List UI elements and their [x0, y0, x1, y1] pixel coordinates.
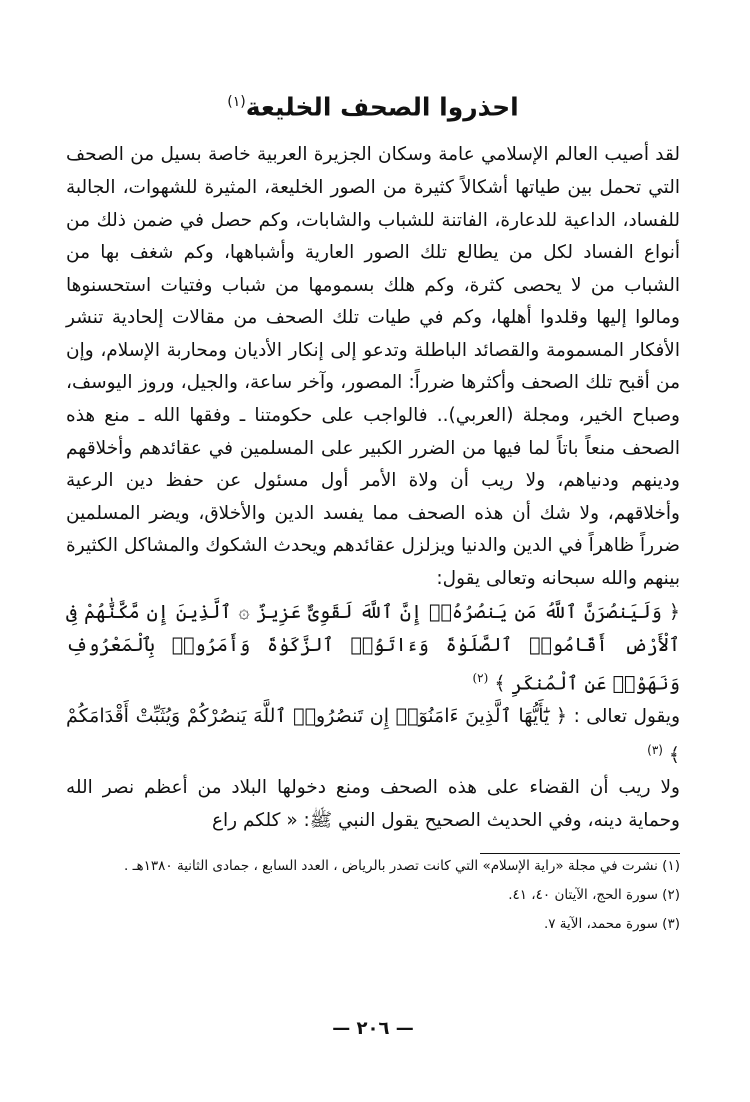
document-page	[66, 70, 680, 1070]
title-text: احذروا الصحف الخليعة	[245, 92, 519, 122]
page-title	[66, 82, 680, 127]
verse-2-line	[66, 700, 680, 772]
footnotes	[66, 855, 680, 942]
footnote-1: (١) نشرت في مجلة «راية الإسلام» التي كانت تصدر بالرياض ، العدد السابع ، جمادى الثانية ١٣٨٠هـ .	[124, 858, 680, 874]
footnote-divider	[480, 853, 680, 854]
verse-1-footnote-marker: (٢)	[472, 670, 489, 685]
title-footnote-marker: (١)	[227, 94, 246, 110]
verse-2-footnote-marker: (٣)	[647, 742, 663, 757]
verse-1-text: ﴿ وَلَيَنصُرَنَّ ٱللَّهُ مَن يَنصُرُهُۥٓ إِنَّ ٱللَّهَ لَقَوِىٌّ عَزِيزٌ ۞ ٱلَّذِينَ إِن مَّكَّنَّٰهُمْ فِى ٱلْأَرْضِ أَقَامُوا۟ ٱلصَّلَوٰةَ وَءَاتَوُا۟ ٱلزَّكَوٰةَ وَأَمَرُوا۟ بِٱلْمَعْرُوفِ وَنَهَوْا۟ عَنِ ٱلْمُنكَرِ ﴾	[66, 600, 680, 694]
closing-paragraph: ولا ريب أن القضاء على هذه الصحف ومنع دخولها البلاد من أعظم نصر الله وحماية دينه، وفي الحديث الصحيح يقول النبي ﷺ: « كلكم راع	[66, 777, 680, 831]
main-paragraph: لقد أصيب العالم الإسلامي عامة وسكان الجزيرة العربية خاصة بسيل من الصحف التي تحمل بين طياتها أشكالاً كثيرة من الصور الخليعة، المثيرة للشهوات، الجالبة للفساد، الداعية للدعارة، الفاتنة للشباب والشابات، وكم حصل في ضمن ذلك من أنواع الفساد لكل من يطالع تلك الصور العارية وأشباهها، وكم شغف بها من الشباب من لا يحصى كثرة، وكم هلك بسمومها من شباب وفتيات استحسنوها ومالوا إليها وقلدوا أهلها، وكم في طيات تلك الصحف من مقالات إلحادية تنشر الأفكار المسمومة والقصائد الباطلة وتدعو إلى إنكار الأديان ومحاربة الإسلام، وإن من أقبح تلك الصحف وأكثرها ضرراً: المصور، وآخر ساعة، والجيل، وروز اليوسف، وصباح الخير، ومجلة (العربي).. فالواجب على حكومتنا ـ وفقها الله ـ منع هذه الصحف منعاً باتاً لما فيها من الضرر الكبير على المسلمين في عقائدهم وأخلاقهم ودينهم ودنياهم، ولا ريب أن ولاة الأمر أول مسئول عن حفظ دين الرعية وأخلاقهم، ولا شك أن هذه الصحف مما يفسد الدين والأخلاق، ويضر المسلمين ضرراً ظاهراً في الدين والدنيا ويزلزل عقائدهم ويحدث الشكوك والمشاكل الكثيرة بينهم والله سبحانه وتعالى يقول:	[66, 144, 680, 590]
verse-2-intro: ويقول تعالى :	[573, 705, 681, 727]
footnote-2: (٢) سورة الحج، الآيتان ٤٠، ٤١.	[508, 887, 680, 903]
page-number: — ٢٠٦ —	[332, 1018, 414, 1039]
body-text	[66, 139, 680, 837]
quran-verse-1	[66, 596, 680, 700]
footnote-3: (٣) سورة محمد، الآية ٧.	[543, 916, 680, 932]
quran-verse-2: ﴿ يَٰٓأَيُّهَا ٱلَّذِينَ ءَامَنُوٓا۟ إِن تَنصُرُوا۟ ٱللَّهَ يَنصُرْكُمْ وَيُثَبِّتْ أَقْدَامَكُمْ ﴾	[66, 704, 680, 766]
